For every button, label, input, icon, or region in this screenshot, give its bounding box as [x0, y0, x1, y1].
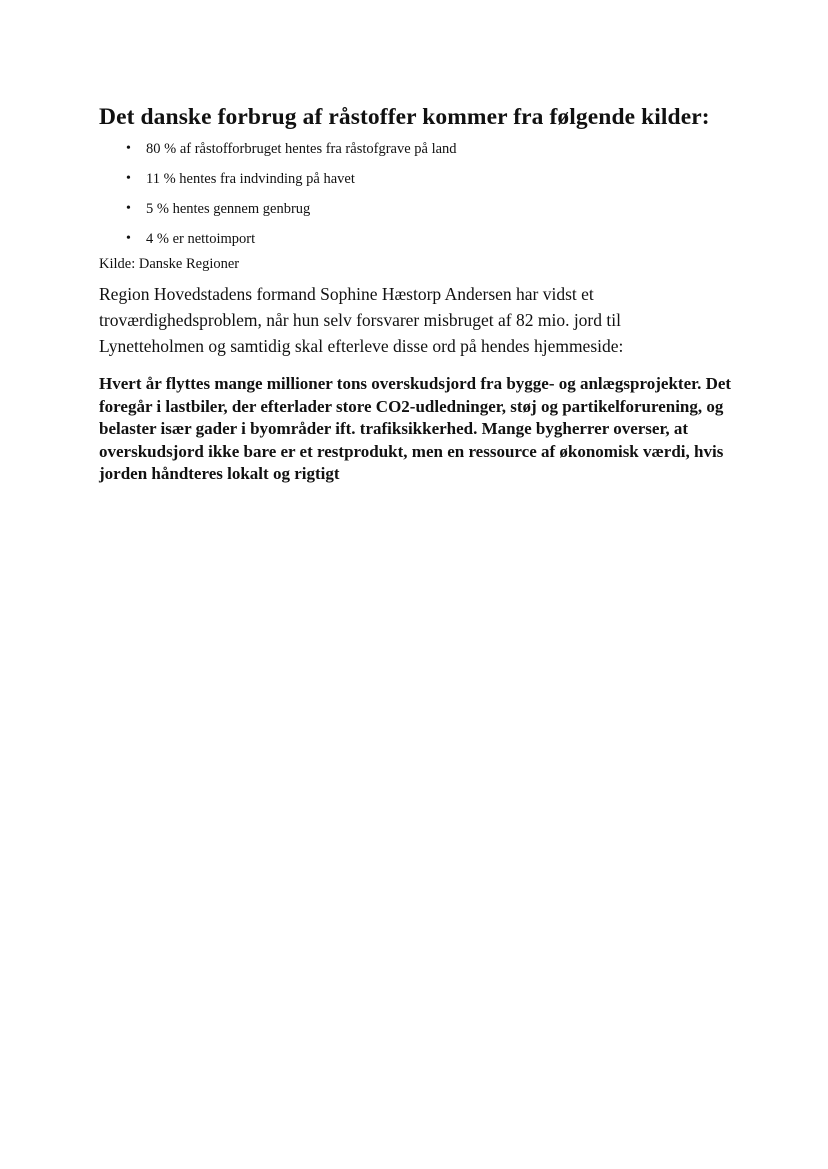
bullet-dot: •	[126, 231, 131, 246]
document-heading: Det danske forbrug af råstoffer kommer fra følgende kilder:	[99, 104, 710, 130]
list-item-text: 5 % hentes gennem genbrug	[146, 201, 311, 217]
bullet-list	[99, 134, 749, 254]
bullet-dot: •	[126, 141, 131, 156]
list-item	[126, 224, 749, 254]
list-item	[126, 164, 749, 194]
source-line: Kilde: Danske Regioner	[99, 256, 240, 272]
list-item	[126, 134, 749, 164]
document-page	[99, 100, 749, 486]
list-item-text: 11 % hentes fra indvinding på havet	[146, 171, 355, 187]
bullet-dot: •	[126, 201, 131, 216]
list-item	[126, 194, 749, 224]
bullet-dot: •	[126, 171, 131, 186]
quoted-passage: Hvert år flyttes mange millioner tons overskudsjord fra bygge- og anlægsprojekter. Det foregår i lastbiler, der efterlader store CO2-udledninger, støj og partikelforurening, og belaster især gader i byområder ift. trafiksikkerhed. Mange bygherrer overser, at overskudsjord ikke bare er et restprodukt, men en ressource af økonomisk værdi, hvis jorden håndteres lokalt og rigtigt	[99, 374, 732, 483]
list-item-text: 80 % af råstofforbruget hentes fra råstofgrave på land	[146, 141, 457, 157]
list-item-text: 4 % er nettoimport	[146, 231, 256, 247]
body-paragraph: Region Hovedstadens formand Sophine Hæstorp Andersen har vidst et troværdighedsproblem, når hun selv forsvarer misbruget af 82 mio. jord til Lynetteholmen og samtidig skal efterleve disse ord på hendes hjemmeside:	[99, 284, 624, 356]
